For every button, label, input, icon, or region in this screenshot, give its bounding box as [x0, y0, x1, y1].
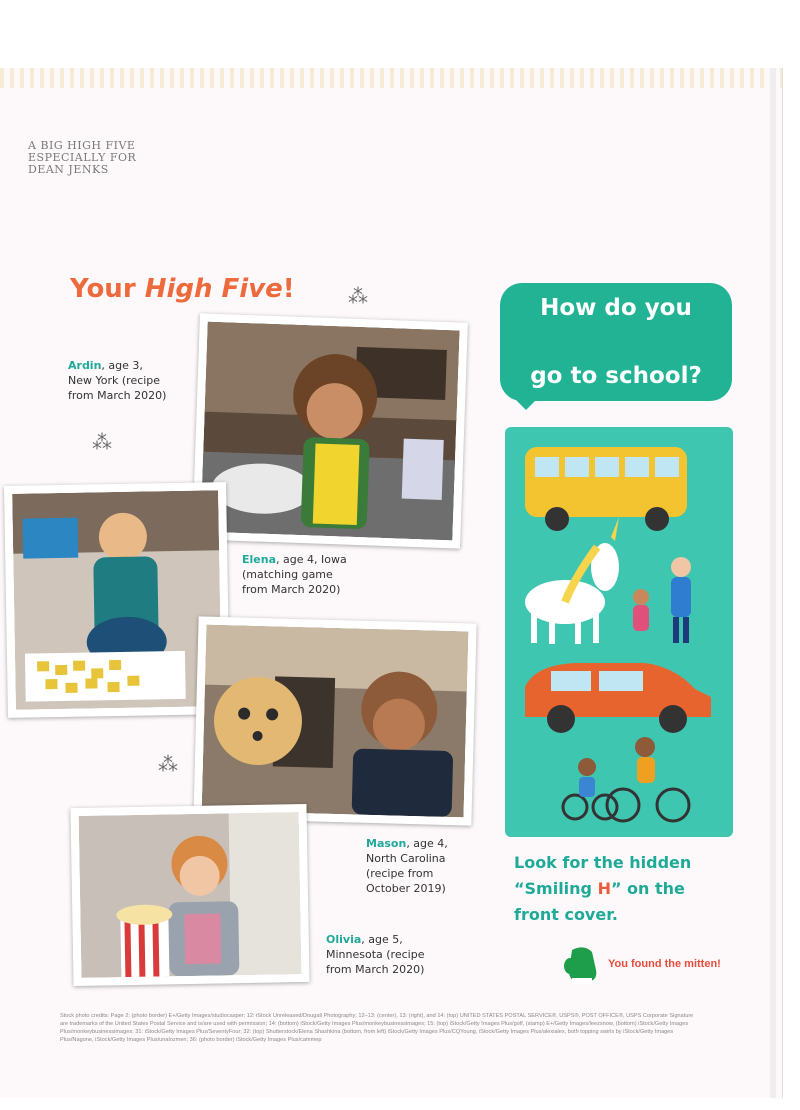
kid-name: Olivia [326, 933, 362, 946]
question-bubble [500, 283, 732, 401]
title-emphasis: High Five [144, 274, 283, 304]
caption-ardin [68, 358, 166, 403]
mailing-line-2: ESPECIALLY FOR [28, 151, 137, 164]
kid-detail: , age 4, [406, 837, 448, 850]
photo-ardin [192, 313, 468, 548]
hidden-line-1: Look for the hidden [514, 853, 692, 872]
olivia-popcorn-illustration [79, 812, 302, 978]
hidden-line-2 [514, 876, 744, 902]
sparkle-icon: ⁂ [158, 754, 178, 776]
kid-detail: from March 2020) [242, 583, 341, 596]
kid-name: Ardin [68, 359, 102, 372]
transport-panel [505, 427, 733, 837]
page-edge [770, 68, 776, 1098]
mason-pizza-illustration [202, 625, 469, 818]
smiling-h-icon: H [597, 879, 611, 898]
kid-detail: New York (recipe [68, 374, 161, 387]
ardin-cooking-illustration [200, 322, 459, 541]
kid-detail: from March 2020) [326, 963, 425, 976]
hidden-line-2b: ” on the [610, 879, 685, 898]
kid-detail: (matching game [242, 568, 333, 581]
hidden-line-2a: “Smiling [514, 879, 598, 898]
transport-illustration [505, 427, 733, 837]
caption-mason [366, 836, 448, 896]
kid-detail: (recipe from [366, 867, 434, 880]
photo-ardin-image [200, 322, 459, 541]
question-line-1: How do you [540, 295, 692, 321]
photo-mason [193, 616, 476, 825]
elena-game-illustration [12, 490, 222, 710]
title-prefix: Your [70, 274, 145, 304]
walking-people-icon [633, 557, 691, 643]
kid-detail: , age 5, [361, 933, 403, 946]
photo-olivia-image [79, 812, 302, 978]
caption-olivia [326, 932, 424, 977]
mailing-label [28, 140, 268, 176]
page-title [70, 274, 295, 304]
mitten-text: You found the mitten! [608, 958, 721, 970]
kid-detail: October 2019) [366, 882, 446, 895]
hidden-line-3: front cover. [514, 905, 618, 924]
mitten-icon [562, 944, 606, 988]
kid-detail: North Carolina [366, 852, 446, 865]
photo-elena-image [12, 490, 222, 710]
mailing-line-3: DEAN JENKS [28, 163, 109, 176]
page-top-border [0, 68, 782, 88]
sparkle-icon: ⁂ [348, 286, 368, 308]
photo-credits: Stock photo credits: Page 2: (photo border) E+/Getty Images/studiocasper; 12: iStock Unreleased/Dougall Photography; 12–13: (center), 13: (right), and 14: (top) UNITED STATES POSTAL SERVICE®, USPS®, POST OFFICE®, USPS Corporate Signature are trademarks of the United States Postal Service and is/are used with permission; 14: (bottom) iStock/Getty Images Plus/monkeybusinessimages; 15: (top) iStock/Getty Images Plus/golf, (stamp) E+/Getty Images/leezsnow, (bottom) iStock/Getty Images Plus/monkeybusinessimages; 31: iStock/Getty Images Plus/SeventyFour; 32: (top) Shutterstock/Elena Shashkina (bottom, from left) iStock/Getty Images Plus/CQYoung, iStock/Getty Images Plus/alexialex, both topping swirls by iStock/Getty Images Plus/Nagone, iStock/Getty Images Plus/unalozmen; 36: (photo border) iStock/Getty Images Plus/cammep [60, 1013, 694, 1043]
hidden-h-prompt [514, 850, 744, 928]
kid-detail: , age 3, [101, 359, 143, 372]
kid-detail: Minnesota (recipe [326, 948, 425, 961]
car-icon [525, 663, 711, 733]
kid-name: Elena [242, 553, 276, 566]
unicorn-icon [525, 517, 619, 644]
school-bus-icon [525, 447, 687, 531]
photo-olivia [70, 804, 309, 986]
photo-mason-image [202, 625, 469, 818]
title-suffix: ! [282, 274, 295, 304]
bubble-tail [512, 396, 540, 410]
kid-name: Mason [366, 837, 407, 850]
caption-elena [242, 552, 347, 597]
kid-detail: , age 4, Iowa [276, 553, 347, 566]
kid-detail: from March 2020) [68, 389, 167, 402]
mailing-line-1: A BIG HIGH FIVE [28, 139, 136, 152]
question-line-2: go to school? [530, 363, 702, 389]
sparkle-icon: ⁂ [92, 432, 112, 454]
